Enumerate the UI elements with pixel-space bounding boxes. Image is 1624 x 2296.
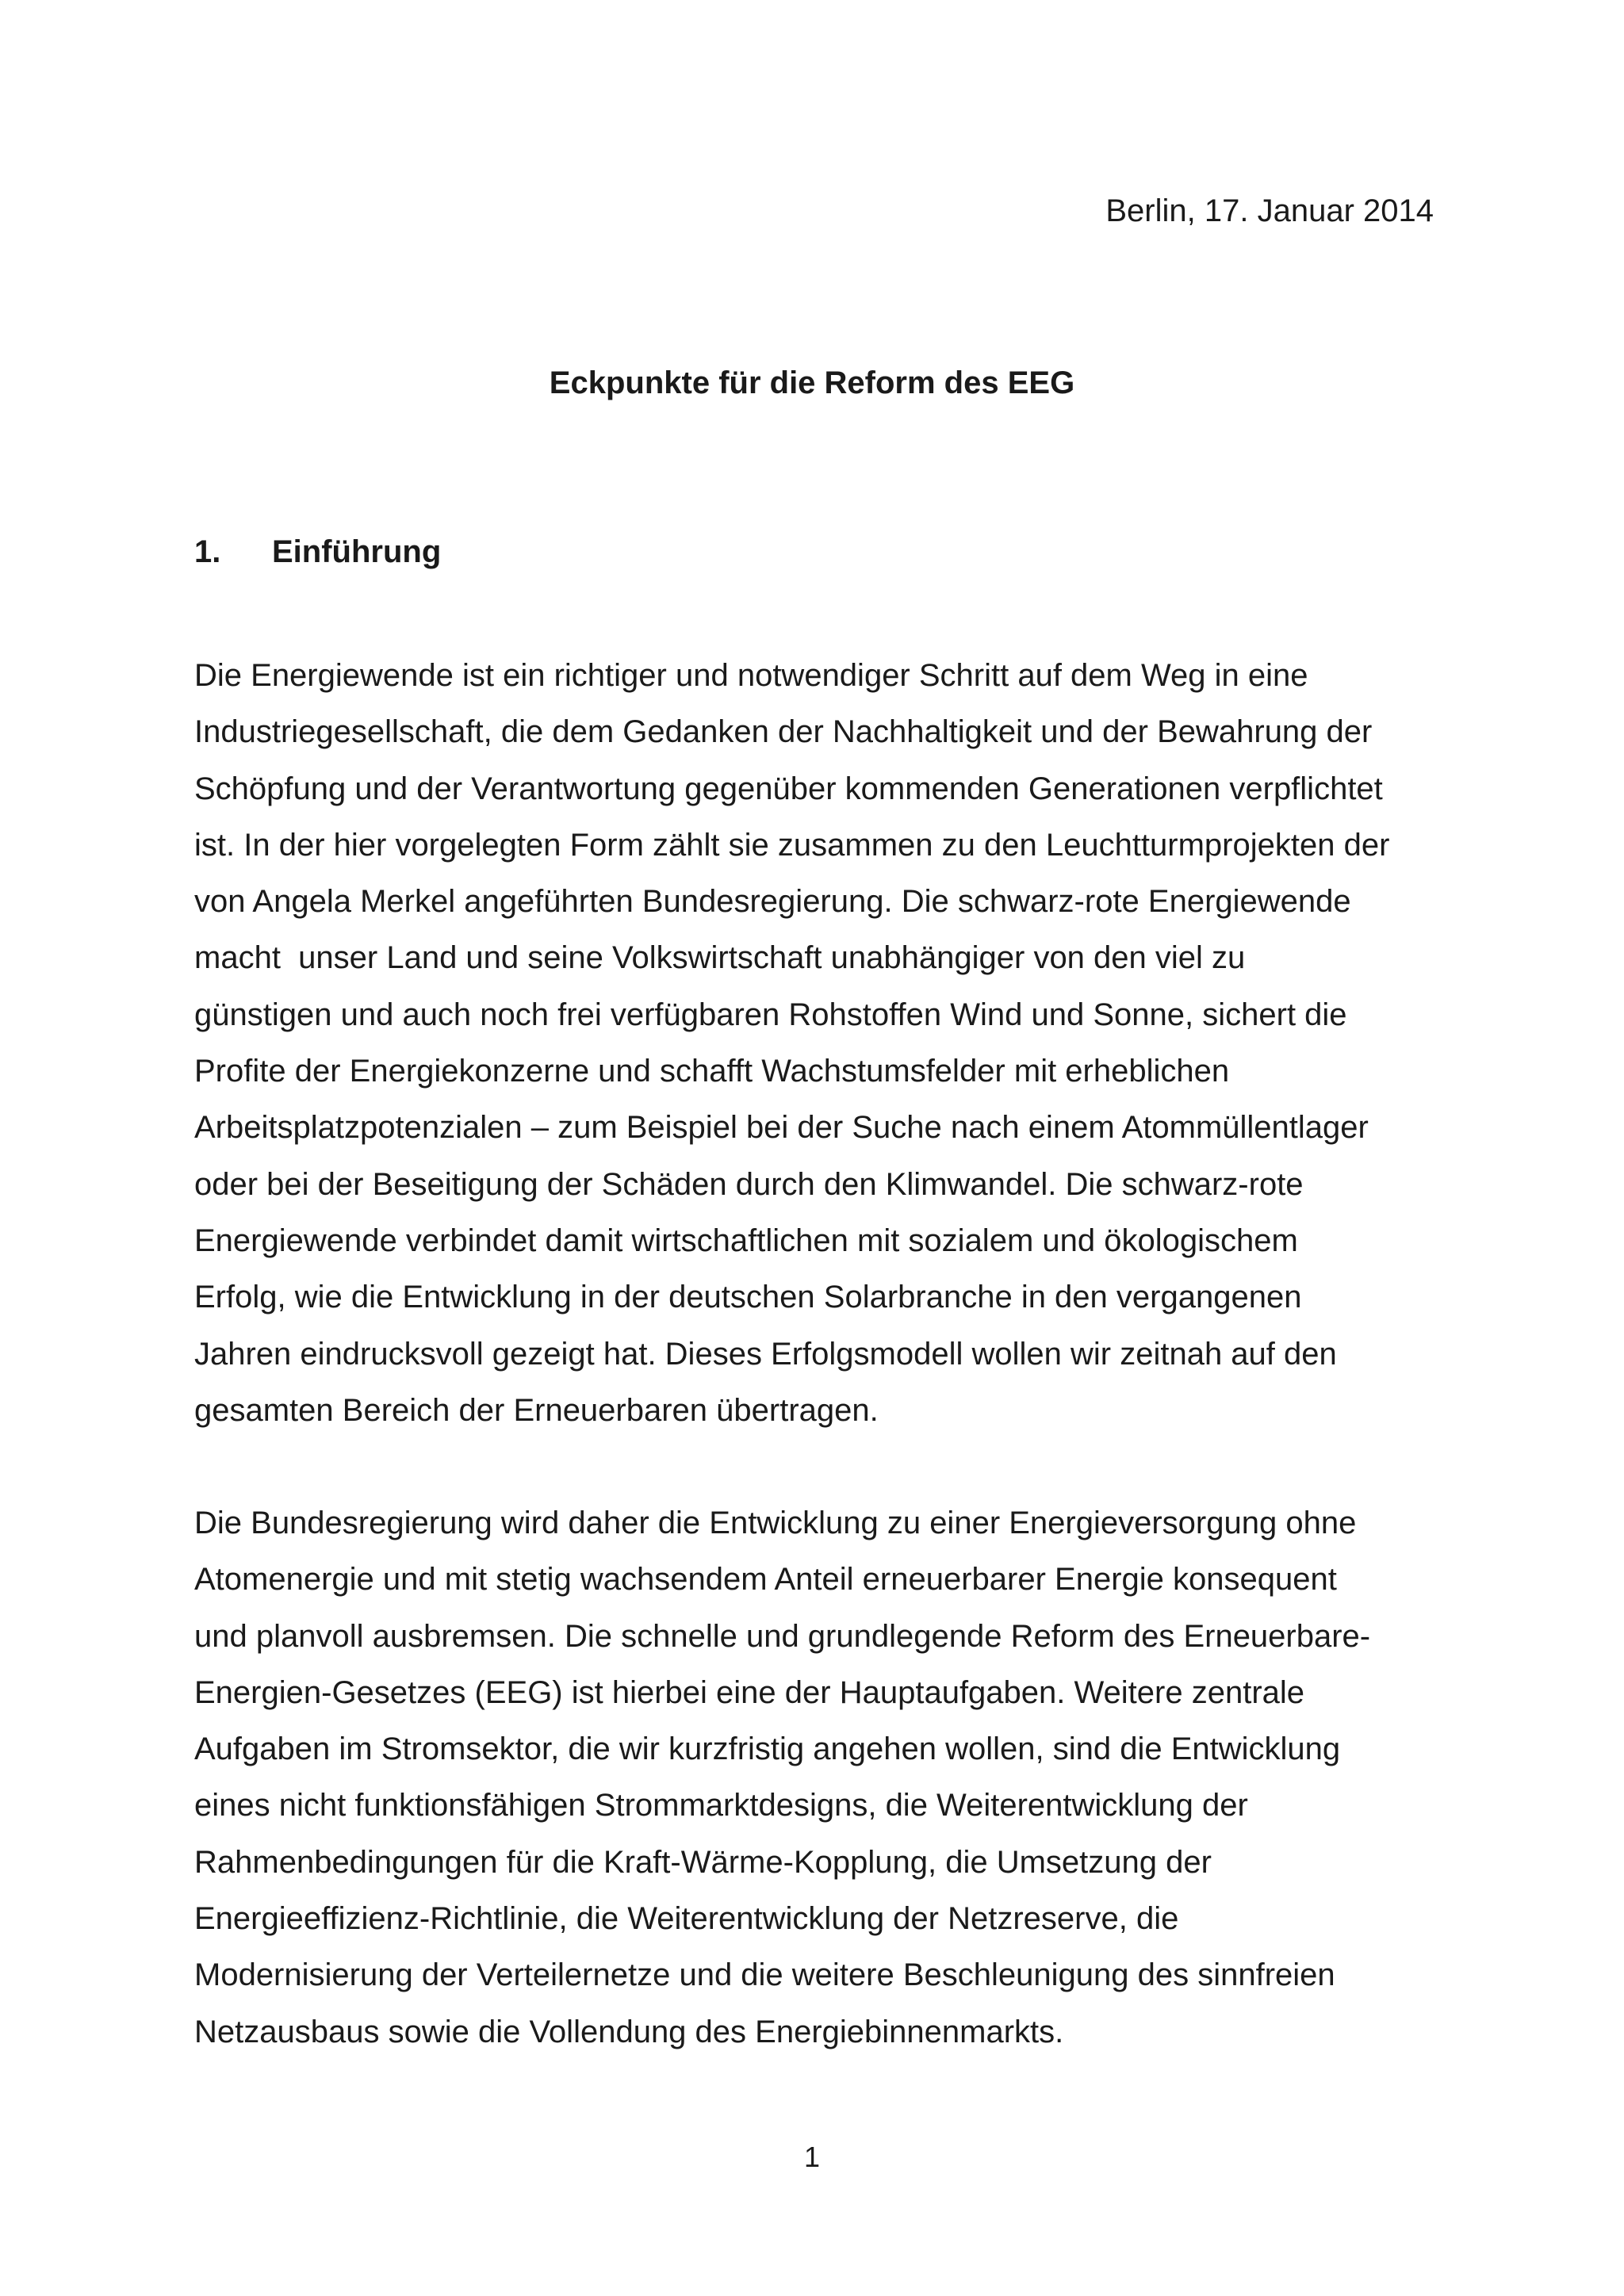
paragraph-line: Netzausbaus sowie die Vollendung des Energiebinnenmarkts. <box>194 2014 1064 2049</box>
paragraph-line: Die Bundesregierung wird daher die Entwicklung zu einer Energieversorgung ohne <box>194 1506 1357 1540</box>
document-title: Eckpunkte für die Reform des EEG <box>549 365 1075 400</box>
section-heading <box>194 533 441 571</box>
paragraph-line: Schöpfung und der Verantwortung gegenüber kommenden Generationen verpflichtet <box>194 771 1383 806</box>
section-number: 1. <box>194 534 221 569</box>
paragraph-line: Industriegesellschaft, die dem Gedanken der Nachhaltigkeit und der Bewahrung der <box>194 714 1373 750</box>
page-number: 1 <box>803 2141 821 2173</box>
paragraph-line: macht unser Land und seine Volkswirtschaft unabhängiger von den viel zu <box>194 940 1246 976</box>
paragraph-line: eines nicht funktionsfähigen Strommarktdesigns, die Weiterentwicklung der <box>194 1788 1248 1823</box>
paragraph-line: Atomenergie und mit stetig wachsendem Anteil erneuerbarer Energie konsequent <box>194 1562 1337 1598</box>
paragraph-line: ist. In der hier vorgelegten Form zählt sie zusammen zu den Leuchtturmprojekten der <box>194 827 1390 863</box>
paragraph-line: Energien-Gesetzes (EEG) ist hierbei eine der Hauptaufgaben. Weitere zentrale <box>194 1674 1305 1710</box>
document-date: Berlin, 17. Januar 2014 <box>1105 193 1434 228</box>
paragraph-line: Modernisierung der Verteilernetze und die weitere Beschleunigung des sinnfreien <box>194 1957 1335 1993</box>
paragraph-line: Energiewende verbindet damit wirtschaftlichen mit sozialem und ökologischem <box>194 1223 1298 1258</box>
paragraph-line: Rahmenbedingungen für die Kraft-Wärme-Kopplung, die Umsetzung der <box>194 1844 1212 1880</box>
paragraph-line: Jahren eindrucksvoll gezeigt hat. Dieses Erfolgsmodell wollen wir zeitnah auf den <box>194 1336 1337 1372</box>
paragraph-line: von Angela Merkel angeführten Bundesregierung. Die schwarz-rote Energiewende <box>194 884 1351 920</box>
paragraph-line: günstigen und auch noch frei verfügbaren Rohstoffen Wind und Sonne, sichert die <box>194 997 1347 1032</box>
paragraph-1 <box>194 648 1447 1439</box>
paragraph-line: und planvoll ausbremsen. Die schnelle und grundlegende Reform des Erneuerbare- <box>194 1618 1371 1654</box>
paragraph-line: gesamten Bereich der Erneuerbaren übertragen. <box>194 1392 879 1428</box>
paragraph-line: Arbeitsplatzpotenzialen – zum Beispiel bei der Suche nach einem Atommüllentlager <box>194 1110 1369 1146</box>
paragraph-2 <box>194 1495 1447 2061</box>
paragraph-line: Aufgaben im Stromsektor, die wir kurzfristig angehen wollen, sind die Entwicklung <box>194 1732 1341 1767</box>
paragraph-line: Profite der Energiekonzerne und schafft Wachstumsfelder mit erheblichen <box>194 1054 1230 1089</box>
paragraph-line: oder bei der Beseitigung der Schäden durch den Klimwandel. Die schwarz-rote <box>194 1166 1304 1202</box>
paragraph-line: Erfolg, wie die Entwicklung in der deutschen Solarbranche in den vergangenen <box>194 1280 1302 1315</box>
paragraph-line: Die Energiewende ist ein richtiger und notwendiger Schritt auf dem Weg in eine <box>194 658 1308 693</box>
paragraph-line: Energieeffizienz-Richtlinie, die Weiterentwicklung der Netzreserve, die <box>194 1901 1179 1937</box>
section-title: Einführung <box>272 534 442 569</box>
